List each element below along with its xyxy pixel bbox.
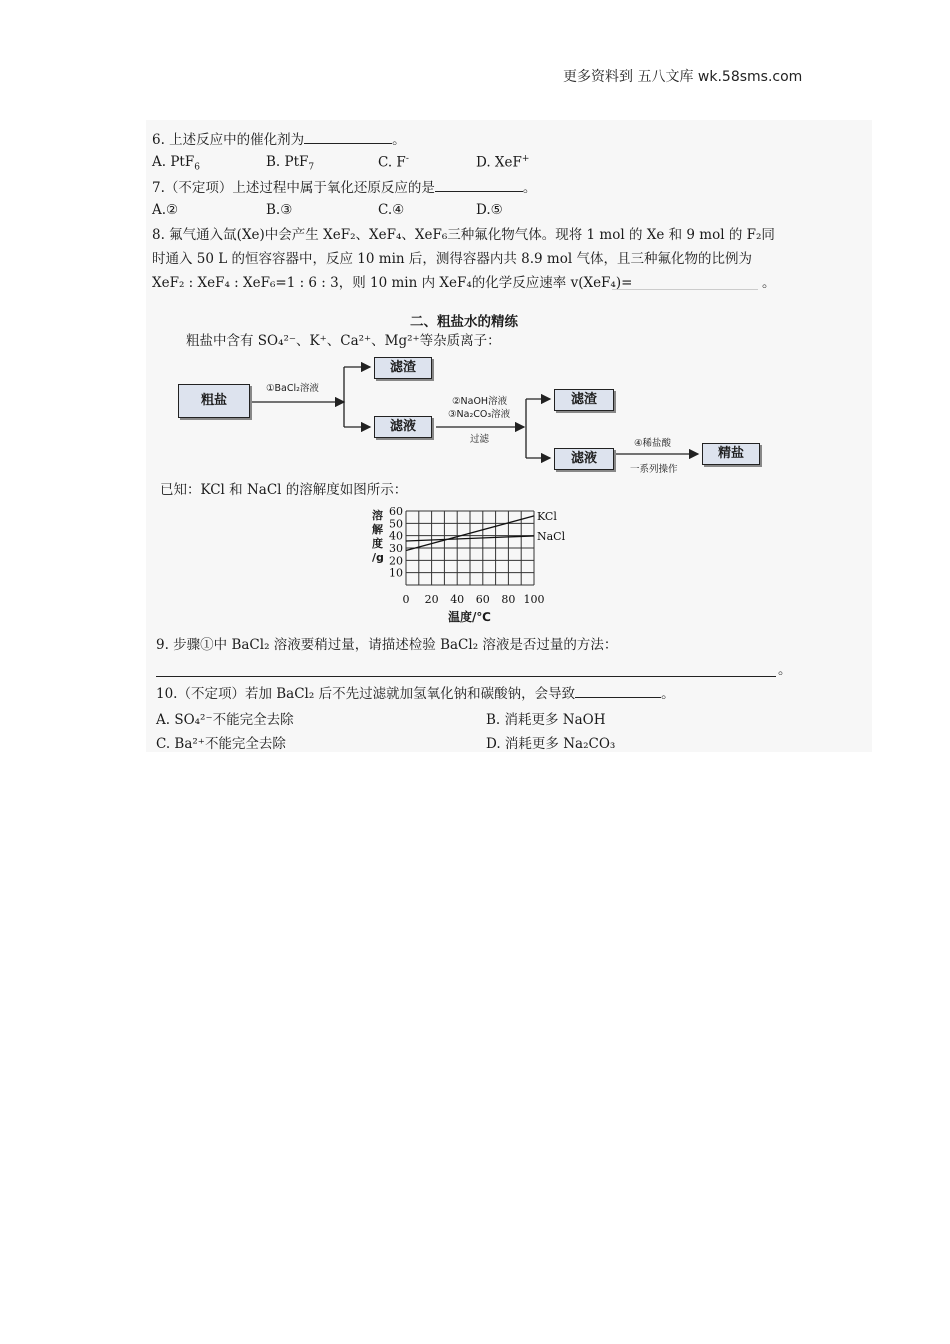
question-8-line-2: 时通入 50 L 的恒容容器中，反应 10 min 后，测得容器内共 8.9 mol 气体，且三种氟化物的比例为 <box>152 251 752 267</box>
residue-box-2: 滤渣 <box>554 389 614 411</box>
x-tick-label: 0 <box>402 593 410 606</box>
q6-option-d[interactable]: D. XeF+ <box>476 154 530 171</box>
y-tick-label: 60 <box>389 505 403 518</box>
known-text: 已知：KCl 和 NaCl 的溶解度如图所示： <box>160 482 408 498</box>
answer-blank-7[interactable] <box>435 178 523 192</box>
x-tick-label: 60 <box>475 593 490 606</box>
question-6 <box>152 130 406 149</box>
section-intro: 粗盐中含有 SO₄²⁻、K⁺、Ca²⁺、Mg²⁺等杂质离子： <box>186 333 501 349</box>
refined-salt-box: 精盐 <box>702 443 760 465</box>
y-tick-label: 50 <box>389 517 403 531</box>
q7-option-a[interactable]: A.② <box>152 202 179 218</box>
question-8-line-3: XeF₂ : XeF₄ : XeF₆=1 : 6 : 3，则 10 min 内 XeF₄的化学反应速率 v(XeF₄)= <box>152 275 633 291</box>
q10-option-a[interactable]: A. SO₄²⁻不能完全去除 <box>156 712 294 728</box>
x-tick-label: 100 <box>523 593 545 606</box>
series-label: 一系列操作 <box>630 464 678 475</box>
answer-blank-6[interactable] <box>304 130 392 144</box>
question-10-end: 。 <box>661 686 675 702</box>
residue-box-1: 滤渣 <box>374 357 432 379</box>
crude-salt-box: 粗盐 <box>178 384 250 418</box>
question-8-end: 。 <box>762 275 776 291</box>
filtrate-box-1: 滤液 <box>374 416 432 438</box>
answer-line-9[interactable] <box>156 676 776 677</box>
solubility-chart <box>380 505 580 625</box>
q10-option-c[interactable]: C. Ba²⁺不能完全去除 <box>156 736 286 752</box>
filter-label: 过滤 <box>470 434 490 445</box>
answer-blank-8[interactable] <box>612 289 758 290</box>
step2-label: ②NaOH溶液 <box>452 396 508 407</box>
y-tick-label: 20 <box>389 554 403 568</box>
question-10 <box>156 684 675 703</box>
x-tick-label: 80 <box>501 593 516 606</box>
question-7-text: 7.（不定项）上述过程中属于氧化还原反应的是 <box>152 180 435 196</box>
question-6-end: 。 <box>392 132 406 148</box>
question-10-text: 10.（不定项）若加 BaCl₂ 后不先过滤就加氢氧化钠和碳酸钠，会导致 <box>156 686 576 702</box>
y-tick-label: 10 <box>389 566 403 580</box>
question-6-text: 6. 上述反应中的催化剂为 <box>152 132 305 148</box>
filtrate-box-2: 滤液 <box>554 448 614 470</box>
q7-option-d[interactable]: D.⑤ <box>476 202 503 218</box>
x-axis-label: 温度/℃ <box>448 610 491 624</box>
q10-option-d[interactable]: D. 消耗更多 Na₂CO₃ <box>486 736 616 752</box>
question-7 <box>152 178 536 197</box>
step4-label: ④稀盐酸 <box>634 438 672 449</box>
page-header: 更多资料到 五八文库 wk.58sms.com <box>563 69 803 85</box>
question-9-end: 。 <box>778 662 792 678</box>
q7-option-b[interactable]: B.③ <box>266 202 293 218</box>
q10-option-b[interactable]: B. 消耗更多 NaOH <box>486 712 606 728</box>
q6-option-b[interactable]: B. PtF$_7$ <box>266 154 315 173</box>
y-tick-label: 40 <box>389 529 403 543</box>
question-8-line-1: 8. 氟气通入氙(Xe)中会产生 XeF₂、XeF₄、XeF₆三种氟化物气体。现将 1 mol 的 Xe 和 9 mol 的 F₂同 <box>152 227 775 243</box>
y-axis-label: 溶 解 度 /g <box>372 509 384 564</box>
question-9: 9. 步骤①中 BaCl₂ 溶液要稍过量，请描述检验 BaCl₂ 溶液是否过量的方法： <box>156 637 618 653</box>
x-tick-label: 20 <box>424 593 439 606</box>
section-title: 二、粗盐水的精练 <box>410 314 518 330</box>
step3-label: ③Na₂CO₃溶液 <box>448 409 511 420</box>
q6-option-a[interactable]: A. PtF$_6$ <box>152 154 200 173</box>
question-7-end: 。 <box>522 180 537 196</box>
y-tick-label: 30 <box>389 542 403 555</box>
q7-option-c[interactable]: C.④ <box>378 202 405 218</box>
x-tick-label: 40 <box>450 593 465 606</box>
answer-blank-10[interactable] <box>575 684 661 698</box>
q6-option-c[interactable]: C. F- <box>378 154 409 171</box>
step1-label: ①BaCl₂溶液 <box>266 383 319 394</box>
series-label-kcl: KCl <box>537 509 557 523</box>
series-label-nacl: NaCl <box>537 529 566 543</box>
